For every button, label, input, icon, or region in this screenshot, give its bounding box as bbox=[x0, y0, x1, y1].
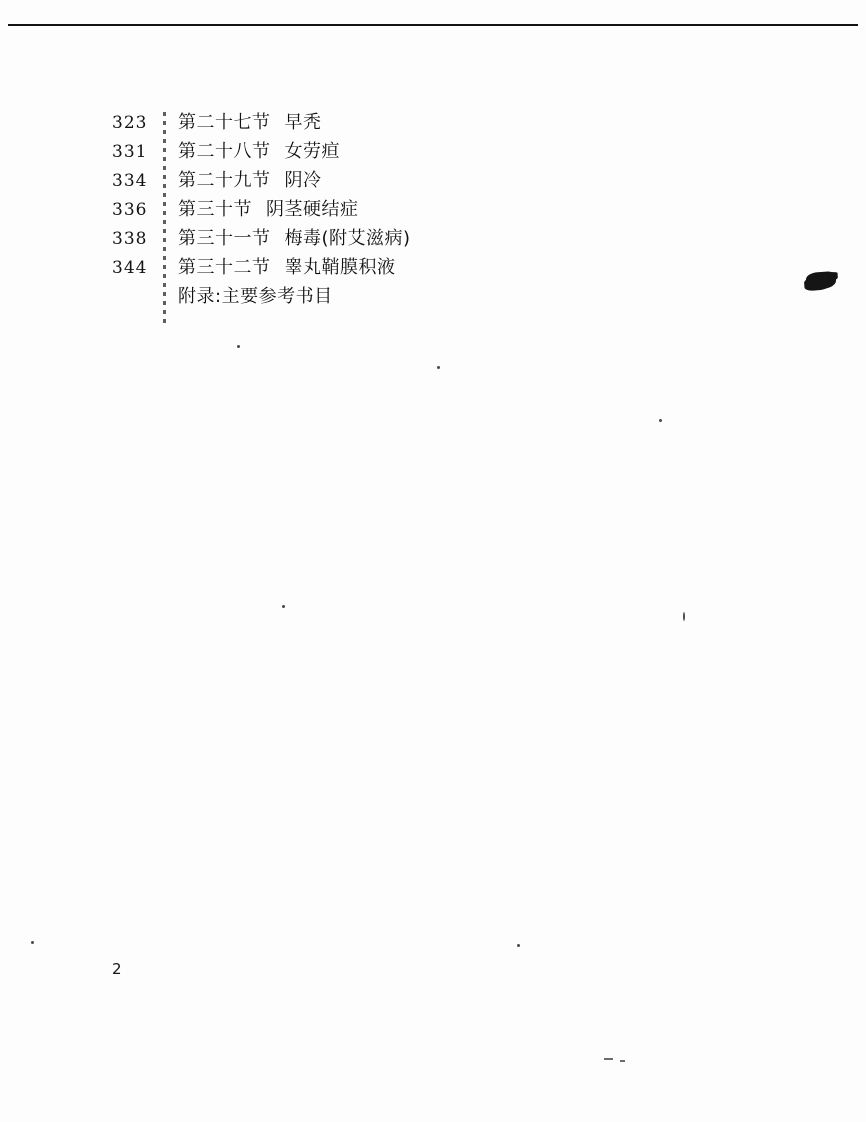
toc-entry-text bbox=[178, 166, 322, 192]
toc-entry-text bbox=[178, 253, 396, 279]
toc-title-label: 睾丸鞘膜积液 bbox=[284, 257, 396, 278]
toc-entry-text bbox=[178, 108, 322, 134]
toc-title-label: 阴冷 bbox=[284, 170, 322, 191]
scan-speck bbox=[237, 345, 240, 348]
toc-section-label: 第二十九节 bbox=[178, 170, 271, 191]
scan-speck bbox=[683, 612, 685, 621]
toc-entry bbox=[112, 108, 672, 137]
toc-entry bbox=[112, 137, 672, 166]
toc-page-number: 331 bbox=[112, 142, 148, 162]
scan-speck bbox=[31, 941, 34, 944]
scan-speck bbox=[659, 419, 662, 422]
toc-entry bbox=[112, 253, 672, 282]
toc-entry-text bbox=[178, 282, 333, 308]
toc-entry bbox=[112, 224, 672, 253]
toc-page-number: 336 bbox=[112, 200, 148, 220]
toc-entry bbox=[112, 166, 672, 195]
toc-page-number: 338 bbox=[112, 229, 148, 249]
toc-entry-text bbox=[178, 224, 411, 250]
toc-section-label: 第三十节 bbox=[178, 199, 252, 220]
table-of-contents bbox=[112, 108, 672, 311]
toc-title-label: 阴茎硬结症 bbox=[266, 199, 359, 220]
toc-section-label: 第三十一节 bbox=[178, 228, 271, 249]
ink-blot-artifact bbox=[805, 271, 836, 290]
toc-title-label: 早秃 bbox=[284, 112, 322, 133]
toc-section-label: 附录:主要参考书目 bbox=[178, 286, 333, 307]
scan-speck bbox=[437, 366, 440, 369]
toc-section-label: 第二十七节 bbox=[178, 112, 271, 133]
toc-section-label: 第二十八节 bbox=[178, 141, 271, 162]
toc-section-label: 第三十二节 bbox=[178, 257, 271, 278]
scan-speck bbox=[517, 944, 520, 947]
top-rule-line bbox=[8, 24, 858, 26]
toc-title-label: 女劳疸 bbox=[284, 141, 340, 162]
toc-entry-appendix bbox=[112, 282, 672, 311]
toc-entry bbox=[112, 195, 672, 224]
bottom-edge-artifact bbox=[604, 1058, 613, 1060]
toc-title-label: 梅毒(附艾滋病) bbox=[284, 228, 411, 249]
toc-page-number: 323 bbox=[112, 113, 148, 133]
page-folio-number: 2 bbox=[112, 960, 122, 978]
bottom-edge-artifact bbox=[620, 1060, 625, 1062]
toc-entry-text bbox=[178, 195, 359, 221]
scan-speck bbox=[282, 605, 285, 608]
toc-page-number: 344 bbox=[112, 258, 148, 278]
toc-page-number: 334 bbox=[112, 171, 148, 191]
toc-entry-text bbox=[178, 137, 340, 163]
